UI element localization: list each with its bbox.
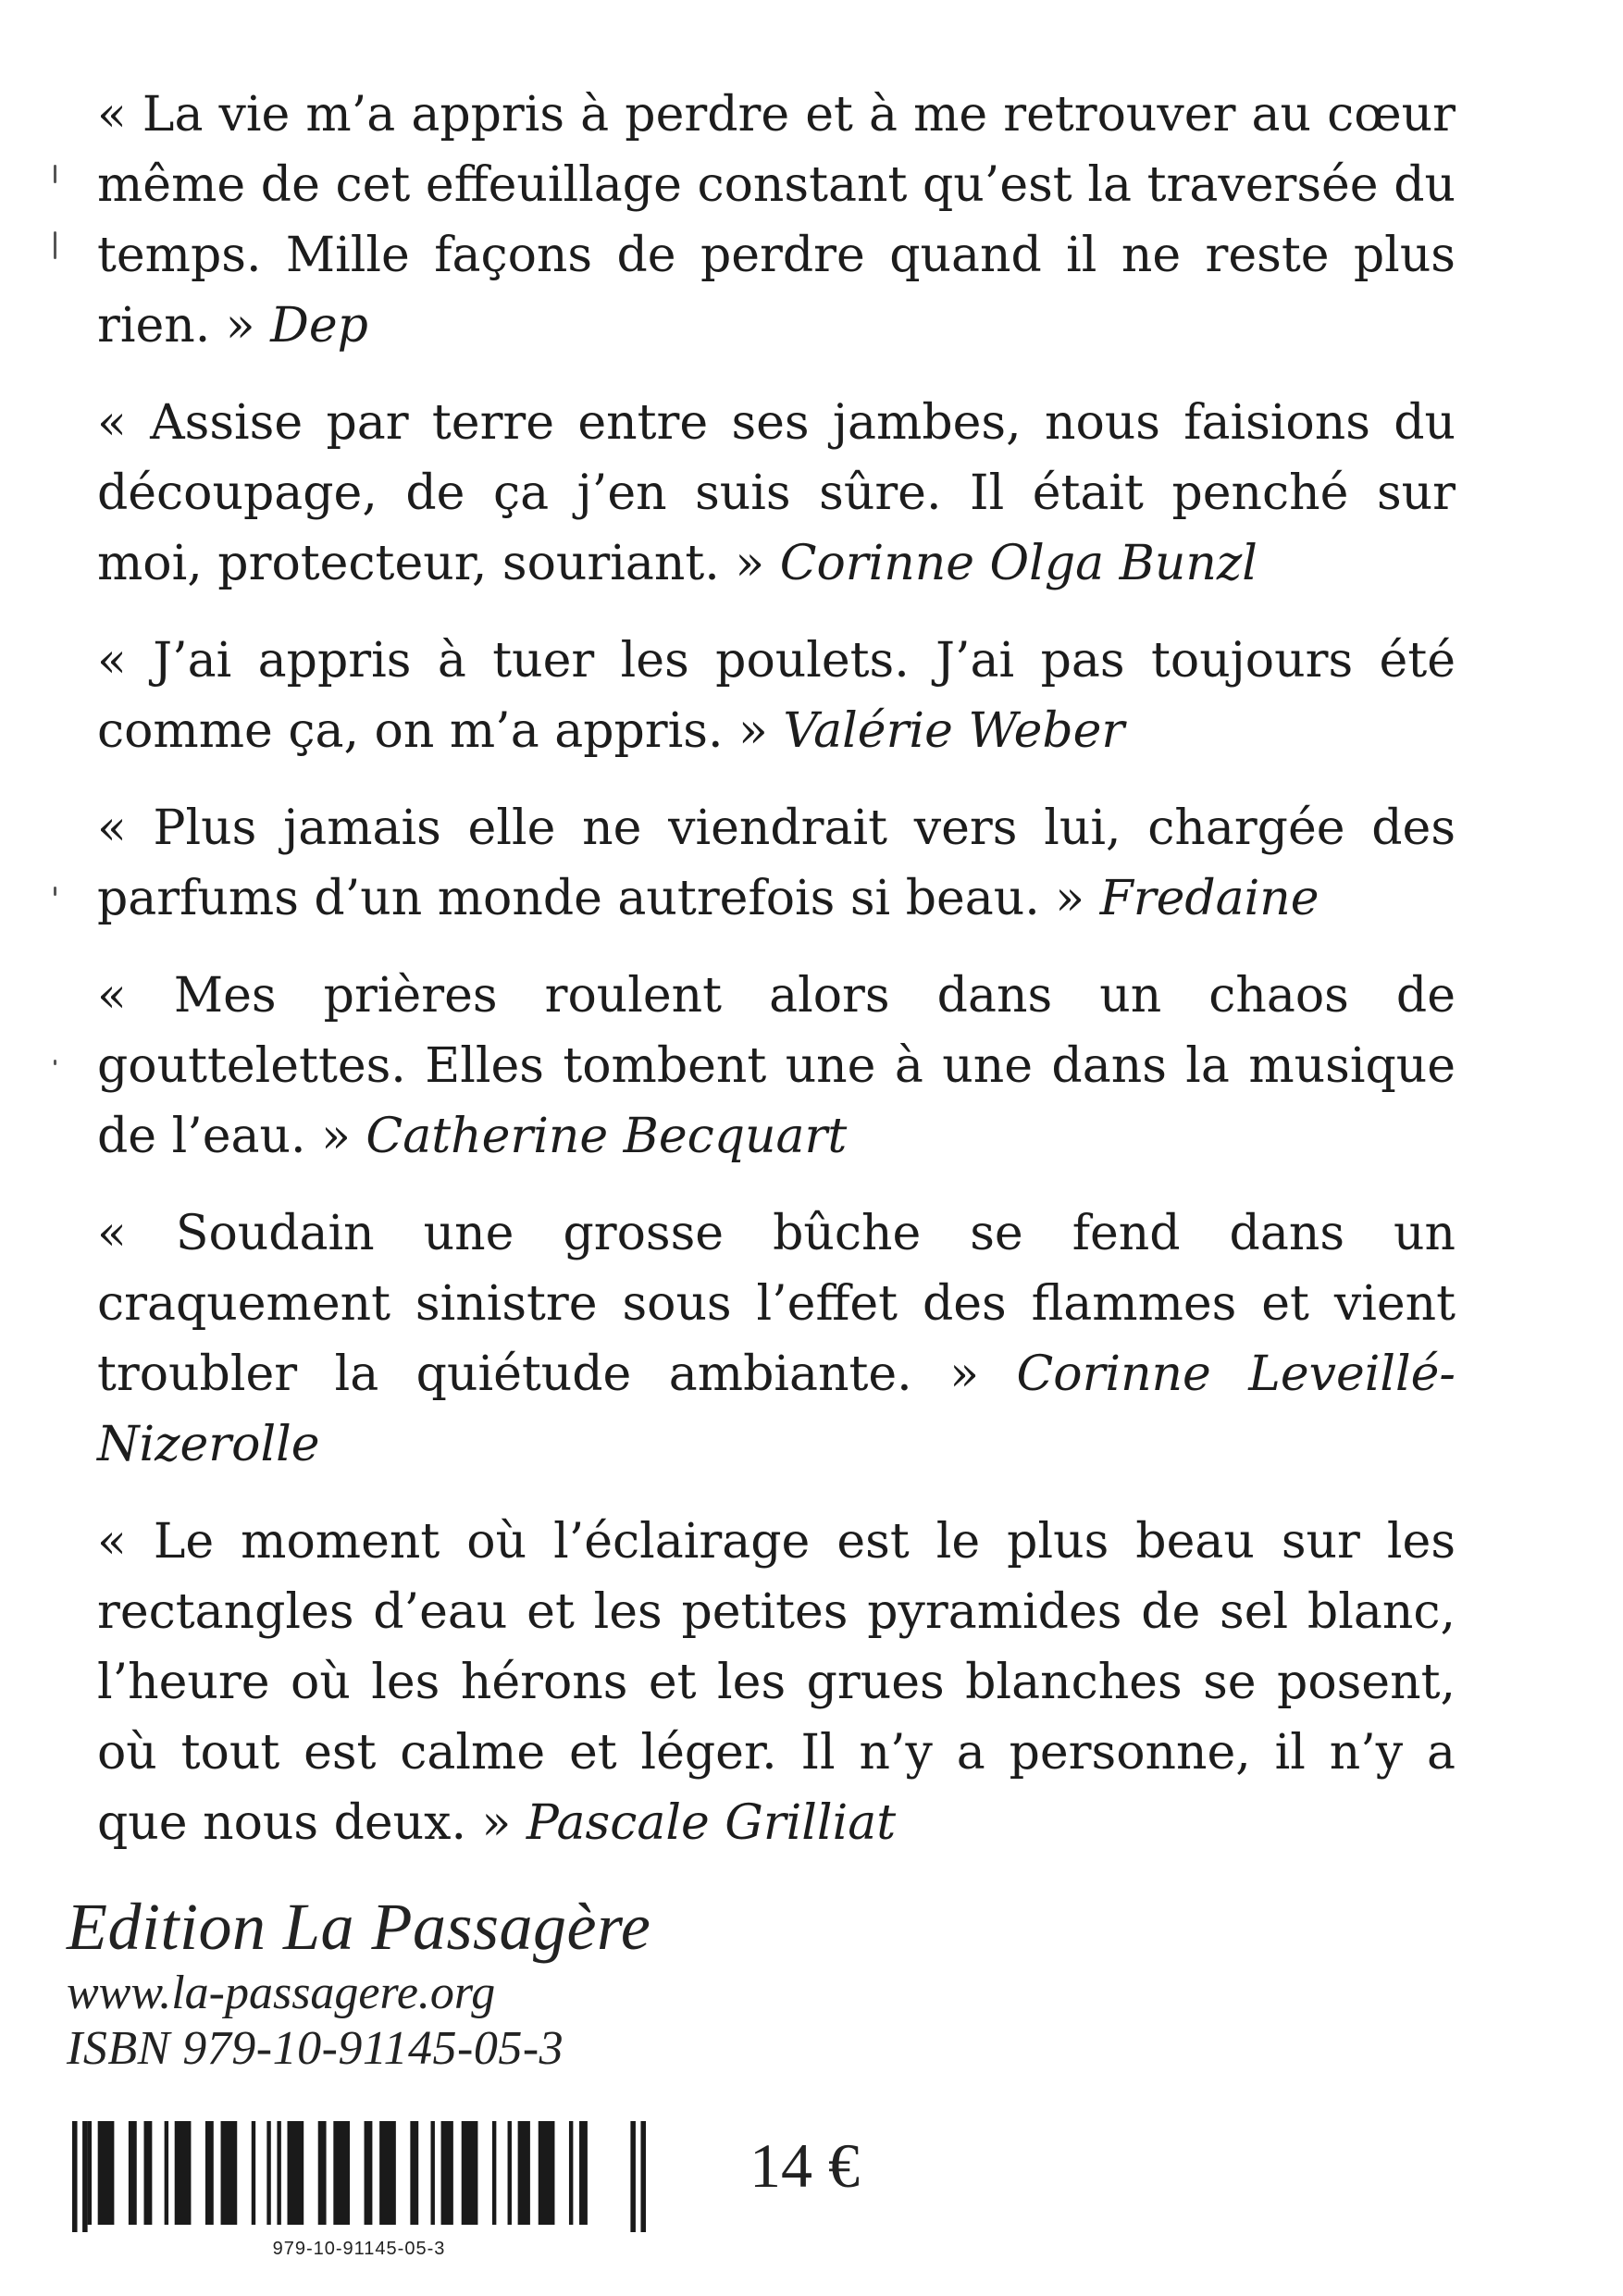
quote-author: Valérie Weber	[783, 703, 1125, 759]
scan-speck	[54, 887, 56, 896]
barcode-bar	[98, 2121, 115, 2225]
quote-text: « J’ai appris à tuer les poulets. J’ai pas toujours été comme ça, on m’a appris. »	[97, 633, 1456, 759]
quote-block	[97, 1507, 1456, 1858]
barcode-bar	[640, 2121, 646, 2232]
barcode-bar	[266, 2121, 270, 2225]
barcode-bar	[579, 2121, 588, 2225]
quote-author: Corinne Olga Bunzl	[779, 536, 1258, 591]
barcode-bar	[165, 2121, 168, 2225]
quotes-section	[97, 80, 1456, 1885]
barcode-bar	[333, 2121, 350, 2225]
barcode-number: 979-10-91145-05-3	[272, 2239, 446, 2259]
quote-author: Corinne Leveillé-Nizerolle	[97, 1347, 1456, 1472]
quote-author: Pascale Grilliat	[526, 1795, 897, 1851]
quote-text: « Soudain une grosse bûche se fend dans un craquement sinistre sous l’effet des flammes et vient troubler la quiétude ambiante. »	[97, 1206, 1456, 1402]
barcode-bar	[72, 2121, 78, 2232]
isbn-text: ISBN 979-10-91145-05-3	[67, 2022, 564, 2075]
publisher-website[interactable]: www.la-passagere.org	[67, 1967, 496, 2019]
quote-text: « Plus jamais elle ne viendrait vers lui, chargée des parfums d’un monde autrefois si beau. »	[97, 800, 1456, 926]
barcode-bar	[88, 2121, 92, 2225]
barcode-bars	[72, 2121, 646, 2232]
price-label: 14 €	[750, 2130, 860, 2201]
barcode-bar	[508, 2121, 512, 2225]
barcode-bar	[492, 2121, 496, 2225]
quote-author: Dep	[270, 298, 368, 354]
barcode-bar	[518, 2121, 530, 2225]
quote-author: Fredaine	[1099, 871, 1319, 926]
barcode-bar	[144, 2121, 153, 2225]
isbn-barcode	[72, 2121, 646, 2262]
publisher-block	[67, 1888, 770, 2077]
quote-text: « Mes prières roulent alors dans un chaos de gouttelettes. Elles tombent une à une dans la musique de l’eau. »	[97, 968, 1456, 1164]
barcode-bar	[205, 2121, 214, 2225]
barcode-bar	[410, 2121, 418, 2225]
publisher-name: Edition La Passagère	[67, 1890, 651, 1964]
barcode-bar	[365, 2121, 373, 2225]
quote-block	[97, 626, 1456, 766]
quote-block	[97, 1198, 1456, 1480]
barcode-bar	[569, 2121, 573, 2225]
scan-speck	[54, 231, 56, 259]
scan-speck	[54, 1060, 56, 1065]
barcode-bar	[462, 2121, 478, 2225]
barcode-bar	[539, 2121, 555, 2225]
barcode-bar	[129, 2121, 137, 2225]
quote-text: « Assise par terre entre ses jambes, nous faisions du découpage, de ça j’en suis sûre. Il était penché sur moi, protecteur, souriant. »	[97, 395, 1456, 591]
quote-author: Catherine Becquart	[365, 1109, 848, 1164]
barcode-bar	[318, 2121, 327, 2225]
barcode-bar	[221, 2121, 238, 2225]
barcode-bar	[252, 2121, 255, 2225]
quote-block	[97, 80, 1456, 361]
barcode-bar	[431, 2121, 435, 2225]
quote-text: « Le moment où l’éclairage est le plus beau sur les rectangles d’eau et les petites pyramides de sel blanc, l’heure où les hérons et les grues blanches se posent, où tout est calme et léger. Il n’y a personne, il n’y a que nous deux. »	[97, 1514, 1456, 1851]
barcode-bar	[441, 2121, 453, 2225]
quote-block	[97, 388, 1456, 599]
quote-block	[97, 793, 1456, 934]
barcode-bar	[288, 2121, 304, 2225]
barcode-bar	[277, 2121, 280, 2225]
quote-block	[97, 961, 1456, 1172]
barcode-bar	[82, 2121, 88, 2232]
barcode-bar	[379, 2121, 396, 2225]
scan-speck	[54, 165, 56, 183]
quote-text: « La vie m’a appris à perdre et à me retrouver au cœur même de cet effeuillage constant qu’est la traversée du temps. Mille façons de perdre quand il ne reste plus rien. »	[97, 87, 1456, 354]
barcode-bar	[175, 2121, 192, 2225]
barcode-bar	[630, 2121, 636, 2232]
